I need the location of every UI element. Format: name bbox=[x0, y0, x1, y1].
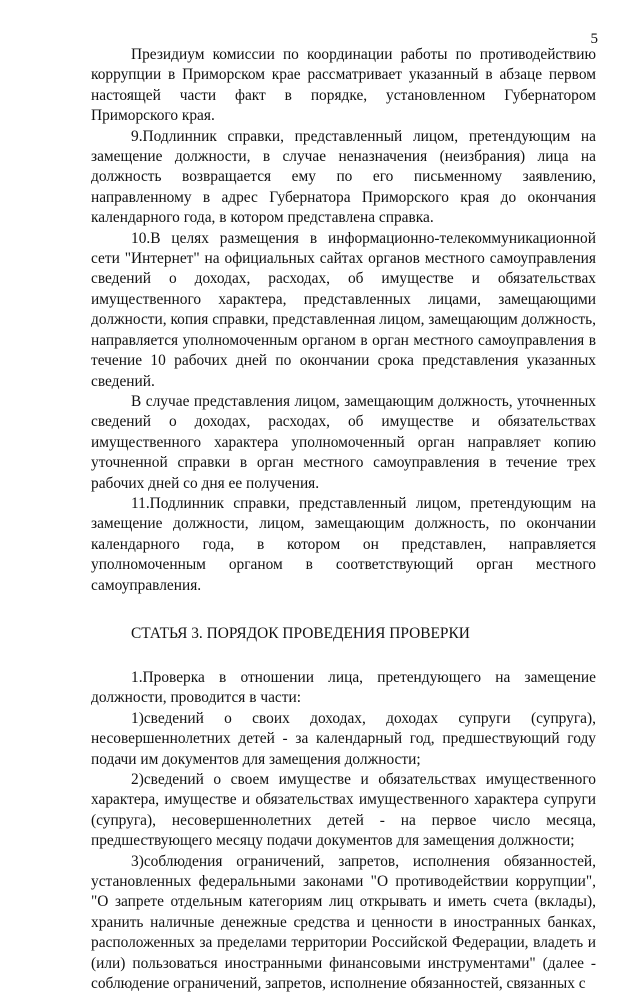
document-body bbox=[91, 45, 596, 994]
paragraph: 10.В целях размещения в информационно-телекоммуникационной сети "Интернет" на официальных сайтах органов местного самоуправления сведений о доходах, расходах, об имуществе и обязательствах имущественного характера, представленных лицами, замещающими должности, копия справки, представленная лицом, замещающим должность, направляется уполномоченным органом в орган местного самоуправления в течение 10 рабочих дней по окончании срока представления указанных сведений. bbox=[91, 229, 596, 390]
paragraph: 9.Подлинник справки, представленный лицом, претендующим на замещение должности, в случае неназначения (неизбрания) лица на должность возвращается ему по его письменному заявлению, направленному в адрес Губернатора Приморского края до окончания календарного года, в котором представлена справка. bbox=[91, 127, 596, 227]
section-heading: СТАТЬЯ 3. ПОРЯДОК ПРОВЕДЕНИЯ ПРОВЕРКИ bbox=[131, 624, 470, 642]
paragraph: 11.Подлинник справки, представленный лицом, претендующим на замещение должности, лицом, замещающим должность, по окончании календарного года, в котором он представлен, направляется уполномоченным органом в соответствующий орган местного самоуправления. bbox=[91, 494, 596, 594]
list-item: 2)сведений о своем имуществе и обязательствах имущественного характера, имуществе и обязательствах имущественного характера супруги (супруга), несовершеннолетних детей - на первое число месяца, предшествующего месяцу подачи документов для замещения должности; bbox=[91, 771, 596, 850]
paragraph: В случае представления лицом, замещающим должность, уточненных сведений о доходах, расходах, об имуществе и обязательствах имущественного характера уполномоченный орган направляет копию уточненной справки в орган местного самоуправления в течение трех рабочих дней со дня ее получения. bbox=[91, 392, 596, 492]
list-item: 1)сведений о своих доходах, доходах супруги (супруга), несовершеннолетних детей - за календарный год, предшествующий году подачи им документов для замещения должности; bbox=[91, 709, 596, 768]
paragraph: 1.Проверка в отношении лица, претендующего на замещение должности, проводится в части: bbox=[91, 668, 596, 707]
list-item: 3)соблюдения ограничений, запретов, исполнения обязанностей, установленных федеральными законами "О противодействии коррупции", "О запрете отдельным категориям лиц открывать и иметь счета (вклады), хранить наличные денежные средства и ценности в иностранных банках, расположенных за пределами территории Российской Федерации, владеть и (или) пользоваться иностранными финансовыми инструментами" (далее - соблюдение ограничений, запретов, исполнение обязанностей, связанных с bbox=[91, 852, 596, 993]
page-number: 5 bbox=[590, 31, 598, 47]
paragraph: Президиум комиссии по координации работы по противодействию коррупции в Приморском крае рассматривает указанный в абзаце первом настоящей части факт в порядке, установленном Губернатором Приморского края. bbox=[91, 46, 596, 125]
